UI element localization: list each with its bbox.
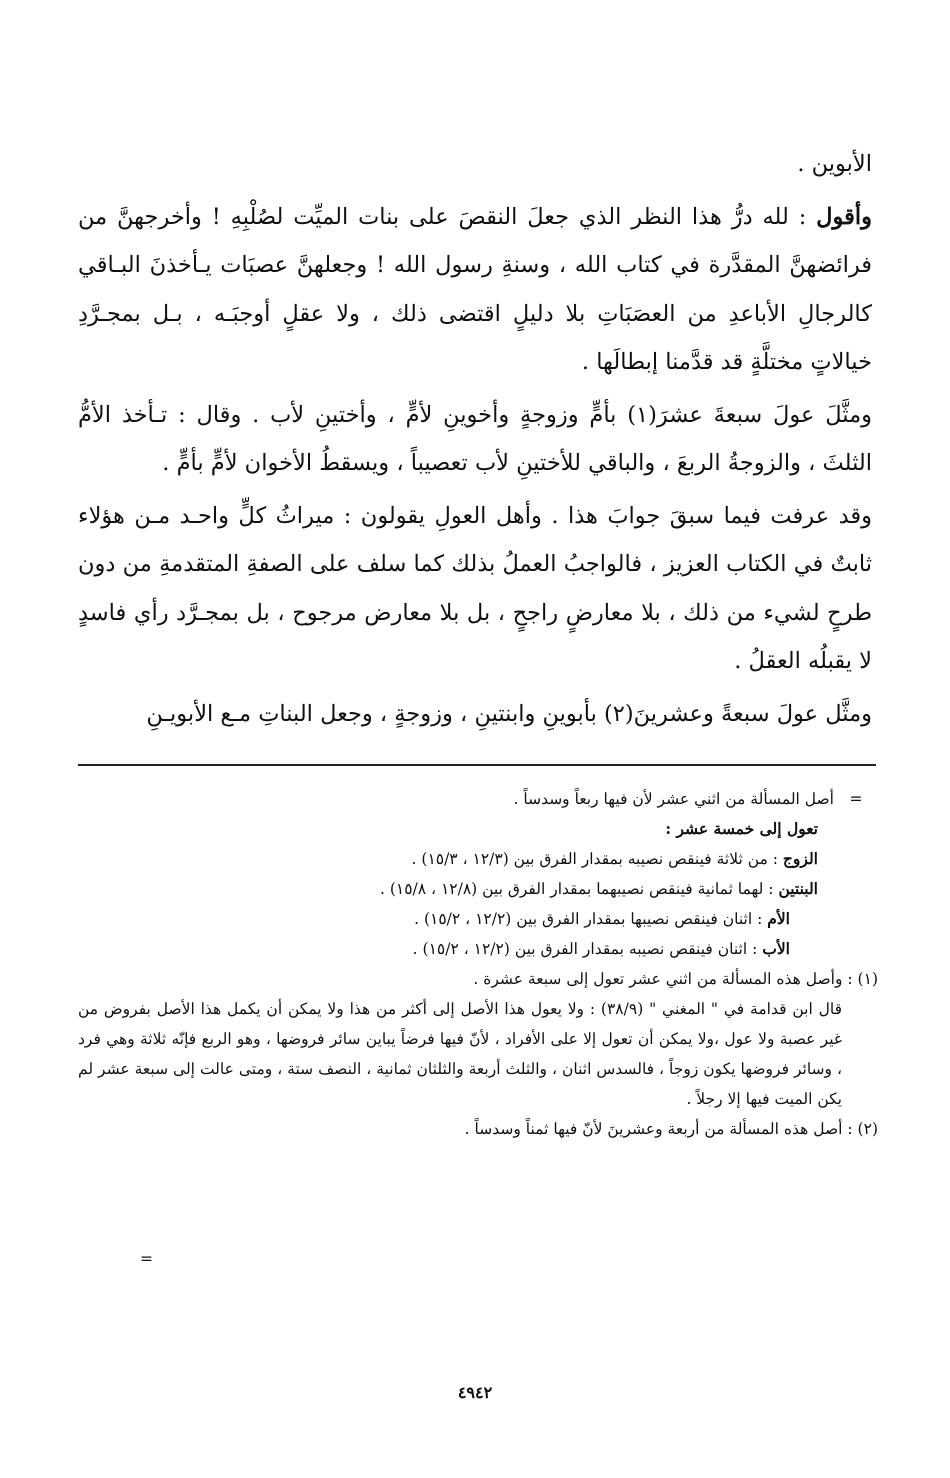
footnote-text: أصل المسألة من اثني عشر لأن فيها ربعاً وسدساً . — [513, 790, 834, 808]
footnote-separator — [78, 764, 876, 766]
item-label: الأب — [762, 939, 790, 958]
paragraph-1 — [78, 193, 872, 387]
paragraph-2: ومثَّلَ عولَ سبعةَ عشرَ(١) بأمٍّ وزوجةٍ وأخوينِ لأمٍّ ، وأختينِ لأب . وقال : تـأخذ الأمُّ الثلثَ ، والزوجةُ الربعَ ، والباقي للأختينِ لأب تعصيباً ، ويسقطُ الأخوان لأمٍّ بأمٍّ . — [78, 401, 872, 476]
footnote-item-daughters — [78, 874, 878, 904]
paragraph-4: ومثَّل عولَ سبعةً وعشرينَ(٢) بأبوينِ وابنتينِ ، وزوجةٍ ، وجعل البناتِ مـع الأبويـنِ — [146, 700, 872, 727]
item-label: الزوج — [782, 849, 818, 868]
item-text: : من ثلاثة فينقص نصيبه بمقدار الفرق بين (١٢/٣ ، ١٥/٣) . — [411, 850, 778, 868]
footnote-text: : وأصل هذه المسألة من اثني عشر تعول إلى سبعة عشرة . — [473, 970, 853, 988]
paragraph-3: وقد عرفت فيما سبقَ جوابَ هذا . وأهل العولِ يقولون : ميراثُ كلٍّ واحـد مـن هؤلاء ثابتٌ في الكتاب العزيز ، فالواجبُ العملُ بذلك كما سلف على الصفةِ المتقدمةِ من دون طرحٍ لشيء من ذلك ، بلا معارضٍ راجحٍ ، بل بلا معارض مرجوح ، بل بمجـرَّد رأي فاسدٍ لا يقبلُه العقلُ . — [78, 502, 872, 674]
item-text: : اثنان فينقص نصيبه بمقدار الفرق بين (١٢/٢ ، ١٥/٢) . — [412, 940, 758, 958]
footnote-item-husband — [78, 844, 878, 874]
lead-word: وأقول — [816, 203, 872, 230]
paragraph-continuation: الأبوين . — [797, 151, 872, 177]
footnote-item-mother — [78, 904, 878, 934]
footnote-heading: تعول إلى خمسة عشر : — [665, 819, 818, 838]
footnote-2 — [78, 1114, 878, 1144]
continuation-mark: = — [849, 790, 863, 808]
continuation-mark-end: = — [140, 1250, 153, 1268]
item-label: الأم — [767, 909, 790, 928]
footnote-text: : أصل هذه المسألة من أربعة وعشرينَ لأنّ فيها ثمناً وسدساً . — [464, 1120, 853, 1138]
footnote-number: (٢) — [857, 1120, 878, 1138]
footnote-item-father — [78, 934, 878, 964]
footnote-1-quote: قال ابن قدامة في " المغني " (٣٨/٩) : ولا يعول هذا الأصل إلى أكثر من هذا ولا يمكن أن يكمل هذا الأصل بفروض من غير عصبة ولا عول ،ولا يمكن أن تعول إلا على الأفراد ، لأنّ فيها فرضاً يباين سائر فروضها ، وهو الربع فإنّه ثلاثة وهي فرد ، وسائر فروضها يكون زوجاً ، فالسدس اثنان ، والثلث أربعة والثلثان ثمانية ، النصف ستة ، ومتى عالت إلى سبعة عشر لم يكن الميت فيها إلا رجلاً . — [78, 1000, 842, 1108]
main-text — [78, 140, 872, 738]
page-number: ٤٩٤٢ — [457, 1383, 493, 1402]
footnotes — [78, 784, 878, 1144]
footnote-1 — [78, 964, 878, 994]
item-text: : اثنان فينقص نصيبها بمقدار الفرق بين (١٢/٢ ، ١٥/٢) . — [414, 910, 763, 928]
paragraph-1-text: : لله درُّ هذا النظر الذي جعلَ النقصَ على بنات الميِّت لصُلْبِهِ ! وأخرجهنَّ من فرائضهنَّ المقدَّرة في كتاب الله ، وسنةِ رسول الله ! وجعلهنَّ عصبَات يـأخذنَ البـاقي كالرجالِ الأباعدِ من العصَبَاتِ بلا دليلٍ اقتضى ذلك ، ولا عقلٍ أوجبَـه ، بـل بمجـرَّدِ خيالاتٍ مختلَّةٍ قد قدَّمنا إبطالَها . — [78, 203, 872, 375]
item-text: : لهما ثمانية فينقص نصيبهما بمقدار الفرق بين (١٢/٨ ، ١٥/٨) . — [379, 880, 774, 898]
footnote-continued-line — [78, 784, 878, 814]
footnote-number: (١) — [857, 970, 878, 988]
item-label: البنتين — [778, 879, 818, 898]
